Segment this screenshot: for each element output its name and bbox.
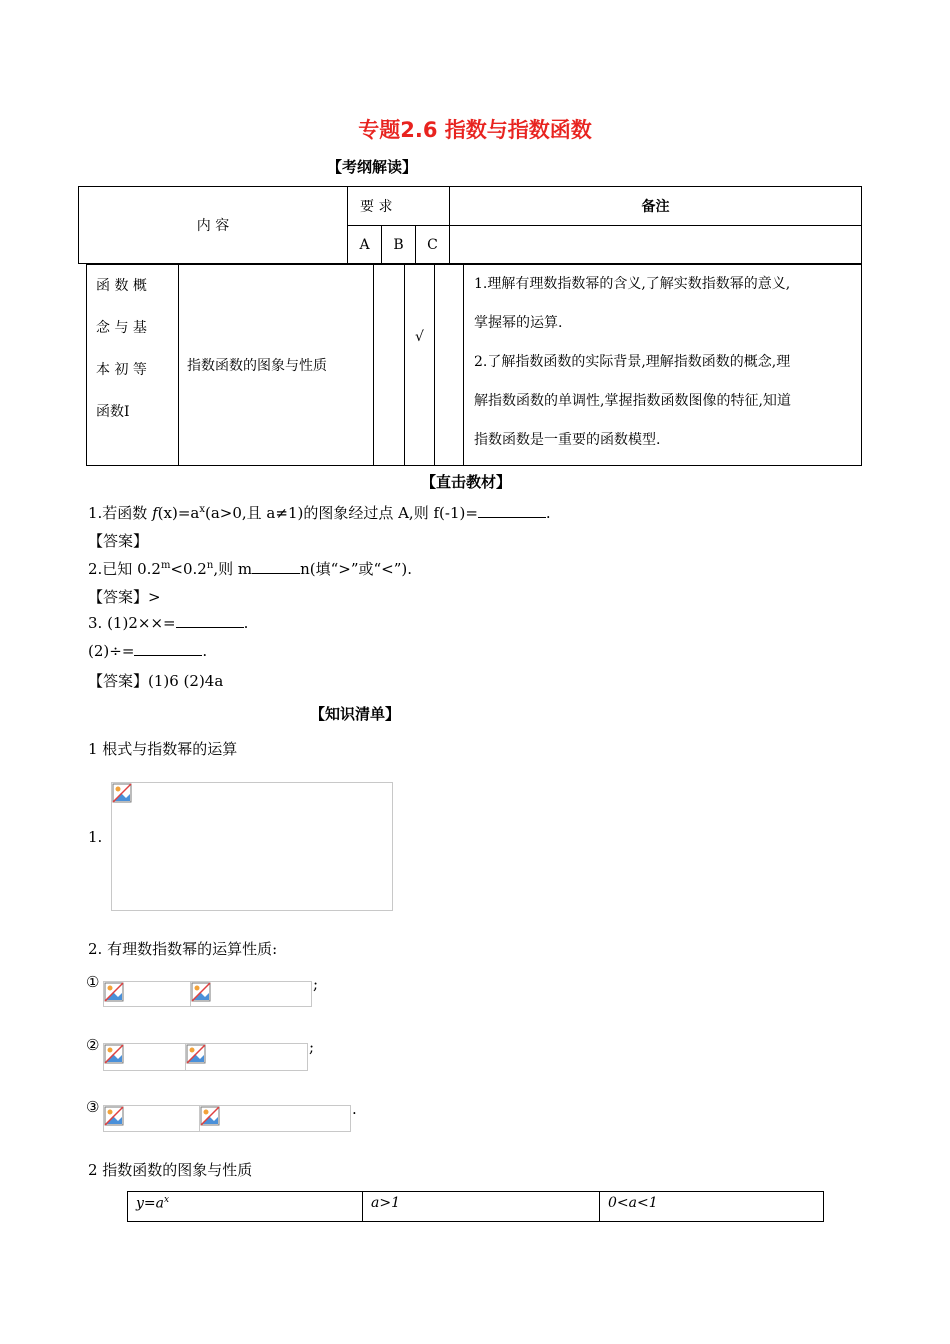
question-2 — [88, 558, 412, 579]
syllabus-table-header — [78, 186, 862, 264]
q3b-text: (2)÷= — [88, 642, 135, 660]
q3b-blank — [134, 655, 202, 656]
broken-image-icon — [104, 982, 124, 1002]
image-placeholder — [103, 1043, 186, 1071]
q1-f: f — [152, 504, 158, 522]
header-remark: 备注 — [450, 187, 862, 226]
image-placeholder — [111, 782, 393, 911]
q1-blank — [478, 517, 546, 518]
q3a-end: . — [243, 614, 249, 632]
image-placeholder — [103, 1105, 200, 1132]
q3b-end: . — [202, 642, 208, 660]
q2-text: 2.已知 0.2 — [88, 560, 161, 578]
q2-rest: ,则 m — [213, 560, 253, 578]
remark-line: 指数函数是一重要的函数模型. — [474, 432, 661, 448]
answer-1-label: 【答案】 — [88, 532, 149, 550]
q1-rest: (x)=a — [157, 504, 200, 522]
section-kaogang: 【考纲解读】 — [327, 158, 418, 176]
knowledge-1-title: 1 根式与指数幂的运算 — [88, 740, 238, 758]
item-marker-3: ③ — [86, 1098, 100, 1116]
item-end-3: . — [352, 1100, 357, 1118]
remark-line: 1.理解有理数指数幂的含义,了解实数指数幂的意义, — [474, 276, 791, 292]
item-marker-2: ② — [86, 1036, 100, 1054]
broken-image-icon — [191, 982, 211, 1002]
t2-col-a-gt-1: a>1 — [363, 1192, 600, 1222]
image-placeholder — [185, 1043, 308, 1071]
syllabus-table-body — [86, 264, 862, 466]
broken-image-icon — [104, 1106, 124, 1126]
knowledge-2-title: 2. 有理数指数幂的运算性质: — [88, 940, 278, 958]
col-a: A — [348, 226, 382, 264]
answer-3: 【答案】(1)6 (2)4a — [88, 672, 224, 690]
t2-y-exp: x — [164, 1195, 170, 1205]
t2-col-y — [128, 1192, 363, 1222]
broken-image-icon — [186, 1044, 206, 1064]
header-content: 内 容 — [79, 187, 348, 264]
q3a-text: 3. (1)2××= — [88, 614, 176, 632]
q2-rest2: n(填“>”或“<”). — [300, 560, 413, 578]
remark-empty — [450, 226, 862, 264]
category-line: 念 与 基 — [96, 320, 147, 336]
item-end-2: ; — [309, 1038, 315, 1056]
remark-line: 掌握幂的运算. — [474, 315, 563, 331]
q1-cond: (a>0,且 a≠1)的图象经过点 A,则 f(-1)= — [204, 504, 478, 522]
remark-line: 解指数函数的单调性,掌握指数函数图像的特征,知道 — [474, 393, 791, 409]
section-zhiji: 【直击教材】 — [421, 473, 512, 491]
header-require: 要 求 — [348, 187, 450, 226]
t2-col-a-lt-1: 0<a<1 — [600, 1192, 824, 1222]
image-placeholder — [103, 981, 191, 1007]
q3a-blank — [176, 627, 244, 628]
question-1 — [88, 502, 551, 523]
item-end-1: ; — [313, 975, 319, 993]
category-line: 函数Ⅰ — [96, 404, 130, 420]
section-zhishi: 【知识清单】 — [310, 705, 401, 723]
row-remark — [464, 265, 862, 466]
col-c: C — [416, 226, 450, 264]
image-placeholder — [190, 981, 312, 1007]
cell-c — [435, 265, 464, 466]
broken-image-icon — [200, 1106, 220, 1126]
q2-n: n — [206, 560, 214, 571]
row-topic: 指数函数的图象与性质 — [179, 265, 374, 466]
q2-mid: <0.2 — [170, 560, 207, 578]
image-placeholder — [199, 1105, 351, 1132]
knowledge-3-title: 2 指数函数的图象与性质 — [88, 1161, 253, 1179]
remark-line: 2.了解指数函数的实际背景,理解指数函数的概念,理 — [474, 354, 791, 370]
question-3b — [88, 642, 207, 660]
col-b: B — [382, 226, 416, 264]
category-line: 本 初 等 — [96, 362, 147, 378]
row-category — [87, 265, 179, 466]
item-marker-1: ① — [86, 973, 100, 991]
broken-image-icon — [112, 783, 132, 803]
question-3a — [88, 614, 248, 632]
q2-blank — [252, 573, 300, 574]
q2-m: m — [160, 560, 171, 571]
knowledge-1-num: 1. — [88, 828, 103, 846]
page-title: 专题2.6 指数与指数函数 — [358, 118, 592, 142]
q1-prefix: 1.若函数 — [88, 504, 153, 522]
answer-2: 【答案】> — [88, 588, 161, 606]
cell-b-check: √ — [405, 265, 435, 466]
broken-image-icon — [104, 1044, 124, 1064]
q1-end: . — [545, 504, 551, 522]
exp-function-table — [127, 1191, 824, 1222]
t2-y-label: y=a — [136, 1195, 164, 1212]
q1-exp: x — [199, 504, 205, 515]
cell-a — [374, 265, 405, 466]
category-line: 函 数 概 — [96, 278, 147, 294]
